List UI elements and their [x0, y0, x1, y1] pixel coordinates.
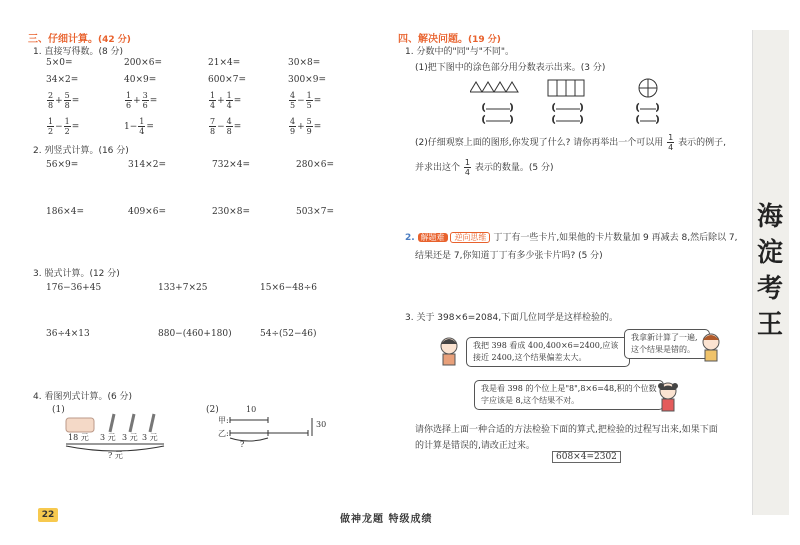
p2-line1: [405, 230, 738, 243]
price-label: 3 元: [122, 433, 138, 442]
operator: +: [297, 122, 305, 132]
page-number: 22: [38, 508, 58, 522]
p1-sub2-text: 表示的数量。(5 分): [474, 163, 554, 173]
equals: =: [313, 96, 322, 106]
fraction-one-quarter: [667, 133, 674, 152]
equals: =: [146, 122, 154, 132]
speech-bubble-2: 我拿新计算了一遍,这个结果是错的。: [624, 329, 710, 359]
q3-item: 133+7×25: [158, 283, 208, 293]
fraction: $\frac{4}{9}$: [290, 117, 296, 136]
p1-sub2-text: (2)仔细观察上面的图形,你发现了什么? 请你再举出一个可以用: [415, 138, 664, 148]
p1-sub2-cont: [415, 158, 553, 177]
q1-label: 1. 直接写得数。(8 分): [33, 47, 124, 57]
thinking-tag: 逆向思维: [450, 232, 490, 243]
q1-fraction-item: [288, 117, 321, 136]
fraction-denominator: 4: [464, 168, 470, 177]
operator: +: [217, 96, 225, 106]
svg-text:(: (: [482, 103, 486, 112]
q1-fraction-item: [208, 117, 241, 136]
price-label: 3 元: [100, 433, 116, 442]
svg-text:): ): [510, 115, 514, 124]
q1-fraction-item: [124, 91, 157, 110]
triangles-figure: [470, 82, 518, 92]
equals: =: [233, 122, 242, 132]
student-avatar-icon: [656, 381, 680, 413]
q1-item: 40×9=: [124, 75, 157, 85]
q1-fraction-item: [288, 91, 321, 110]
q2-item: 280×6=: [296, 160, 334, 170]
unknown-total: ? 元: [108, 451, 123, 460]
fraction-figures: [470, 78, 680, 124]
speech-bubble-3: 我是看 398 的个位上是"8",8×6=48,积的个位数字应该是 8,这个结果不对。: [474, 380, 664, 410]
q2-item: 230×8=: [212, 207, 250, 217]
fraction-numerator: 1: [668, 133, 674, 142]
unknown-length: ?: [240, 440, 245, 449]
q4-sub1: (1): [52, 405, 65, 415]
q3-item: 15×6−48÷6: [260, 283, 317, 293]
q3-item: 36÷4×13: [46, 329, 90, 339]
svg-text:): ): [656, 115, 660, 124]
q1-item: 34×2=: [46, 75, 79, 85]
difficulty-tag: 解题难: [418, 233, 448, 242]
sidebar-char: 海: [756, 202, 783, 232]
p2-line2: 结果还是 7,你知道丁丁有多少张卡片吗? (5 分): [415, 251, 603, 261]
p1-sub2-text: 表示的例子,: [678, 138, 726, 148]
footer-slogan: 做神龙题 特级成绩: [340, 514, 433, 525]
ten-label: 10: [246, 405, 257, 414]
section-three-title: [28, 30, 131, 45]
q2-item: 56×9=: [46, 160, 79, 170]
fraction: $\frac{2}{8}$: [48, 91, 54, 110]
fraction: $\frac{4}{8}$: [226, 117, 232, 136]
price-label: 3 元: [142, 433, 158, 442]
p1-sub2-text: 并求出这个: [415, 163, 461, 173]
p2-text: 丁丁有一些卡片,如果他的卡片数量加 9 再减去 8,然后除以 7,: [493, 233, 738, 243]
svg-text:): ): [656, 103, 660, 112]
fraction-denominator: 4: [668, 143, 674, 152]
operator: +: [133, 96, 141, 106]
sidebar-char: 考: [756, 274, 783, 304]
p3-text: 3. 关于 398×6=2084,下面几位同学是这样检验的。: [405, 313, 619, 323]
fraction: $\frac{3}{6}$: [142, 91, 148, 110]
fraction: $\frac{1}{2}$: [64, 117, 70, 136]
q2-item: 503×7=: [296, 207, 334, 217]
svg-text:(: (: [482, 115, 486, 124]
fraction: $\frac{4}{5}$: [290, 91, 296, 110]
pencil-icon: [150, 414, 154, 432]
q1-fraction-item: [124, 117, 154, 136]
operator: +: [55, 96, 63, 106]
speech-bubble-1: 我把 398 看成 400,400×6=2400,应该接近 2400,这个结果偏差太大。: [466, 337, 630, 367]
jia-label: 甲:: [218, 416, 229, 425]
operator: −: [297, 96, 305, 106]
q2-label: 2. 列竖式计算。(16 分): [33, 146, 129, 156]
equals: =: [71, 122, 80, 132]
section-points: (42 分): [98, 35, 131, 45]
equation-box: 608×4=2302: [552, 451, 621, 463]
pencil-case-icon: [66, 418, 94, 432]
p1-sub1: (1)把下图中的涂色部分用分数表示出来。(3 分): [415, 63, 606, 73]
fraction: $\frac{1}{4}$: [226, 91, 232, 110]
equals: =: [233, 96, 242, 106]
fraction: $\frac{1}{6}$: [126, 91, 132, 110]
yi-label: 乙:: [218, 429, 229, 438]
fraction-numerator: 1: [464, 158, 470, 167]
fraction: $\frac{1}{2}$: [48, 117, 54, 136]
equals: =: [149, 96, 158, 106]
q2-item: 732×4=: [212, 160, 250, 170]
q1-item: 600×7=: [208, 75, 246, 85]
pencil-icon: [110, 414, 114, 432]
svg-text:(: (: [636, 115, 640, 124]
line-segment-diagram: [228, 410, 318, 445]
q1-item: 200×6=: [124, 58, 162, 68]
equals: =: [313, 122, 322, 132]
svg-text:): ): [510, 103, 514, 112]
answer-blanks: [482, 103, 659, 124]
sidebar-char: 淀: [756, 238, 783, 268]
pencil-icon: [130, 414, 134, 432]
q1-fraction-item: [46, 91, 79, 110]
svg-text:): ): [580, 103, 584, 112]
fraction: $\frac{1}{4}$: [210, 91, 216, 110]
svg-text:(: (: [552, 115, 556, 124]
q4-sub2: (2): [206, 405, 219, 415]
section-title: 四、解决问题。: [398, 34, 468, 45]
q1-item: 21×4=: [208, 58, 241, 68]
q3-item: 54÷(52−46): [260, 329, 317, 339]
section-points: (19 分): [468, 35, 501, 45]
p2-number: 2.: [405, 233, 415, 243]
student-avatar-icon: [700, 332, 722, 362]
q2-item: 314×2=: [128, 160, 166, 170]
operator: −: [129, 122, 138, 132]
q1-fraction-item: [208, 91, 241, 110]
q1-fraction-item: [46, 117, 79, 136]
q4-label: 4. 看图列式计算。(6 分): [33, 392, 133, 402]
q1-item: 30×8=: [288, 58, 321, 68]
p1-label: 1. 分数中的"同"与"不同"。: [405, 47, 515, 57]
svg-text:): ): [580, 115, 584, 124]
q2-item: 186×4=: [46, 207, 84, 217]
q3-item: 880−(460+180): [158, 329, 232, 339]
q3-label: 3. 脱式计算。(12 分): [33, 269, 120, 279]
fraction: $\frac{5}{9}$: [306, 117, 312, 136]
student-avatar-icon: [438, 336, 460, 366]
rectangle-figure: [548, 80, 584, 96]
sidebar-char: 王: [756, 310, 783, 340]
svg-text:(: (: [636, 103, 640, 112]
fraction: $\frac{7}{8}$: [210, 117, 216, 136]
q2-item: 409×6=: [128, 207, 166, 217]
operator: −: [55, 122, 63, 132]
p3-instruction: 请你选择上面一种合适的方法检验下面的算式,把检验的过程写出来,如果下面: [415, 425, 718, 435]
p3-instruction: 的计算是错误的,请改正过来。: [415, 441, 535, 451]
price-label: 18 元: [68, 433, 89, 442]
fraction: $\frac{5}{8}$: [64, 91, 70, 110]
circle-figure: [639, 79, 657, 97]
fraction: $\frac{1}{4}$: [139, 117, 145, 136]
p1-sub2: [415, 133, 726, 152]
section-four-title: [398, 30, 501, 45]
whole-number: 1: [124, 122, 130, 132]
equals: =: [71, 96, 80, 106]
q1-item: 300×9=: [288, 75, 326, 85]
fraction-one-quarter: [464, 158, 471, 177]
operator: −: [217, 122, 225, 132]
q1-item: 5×0=: [46, 58, 73, 68]
section-title: 三、仔细计算。: [28, 34, 98, 45]
q3-item: 176−36+45: [46, 283, 102, 293]
svg-text:(: (: [552, 103, 556, 112]
fraction: $\frac{1}{5}$: [306, 91, 312, 110]
thirty-label: 30: [316, 420, 327, 429]
